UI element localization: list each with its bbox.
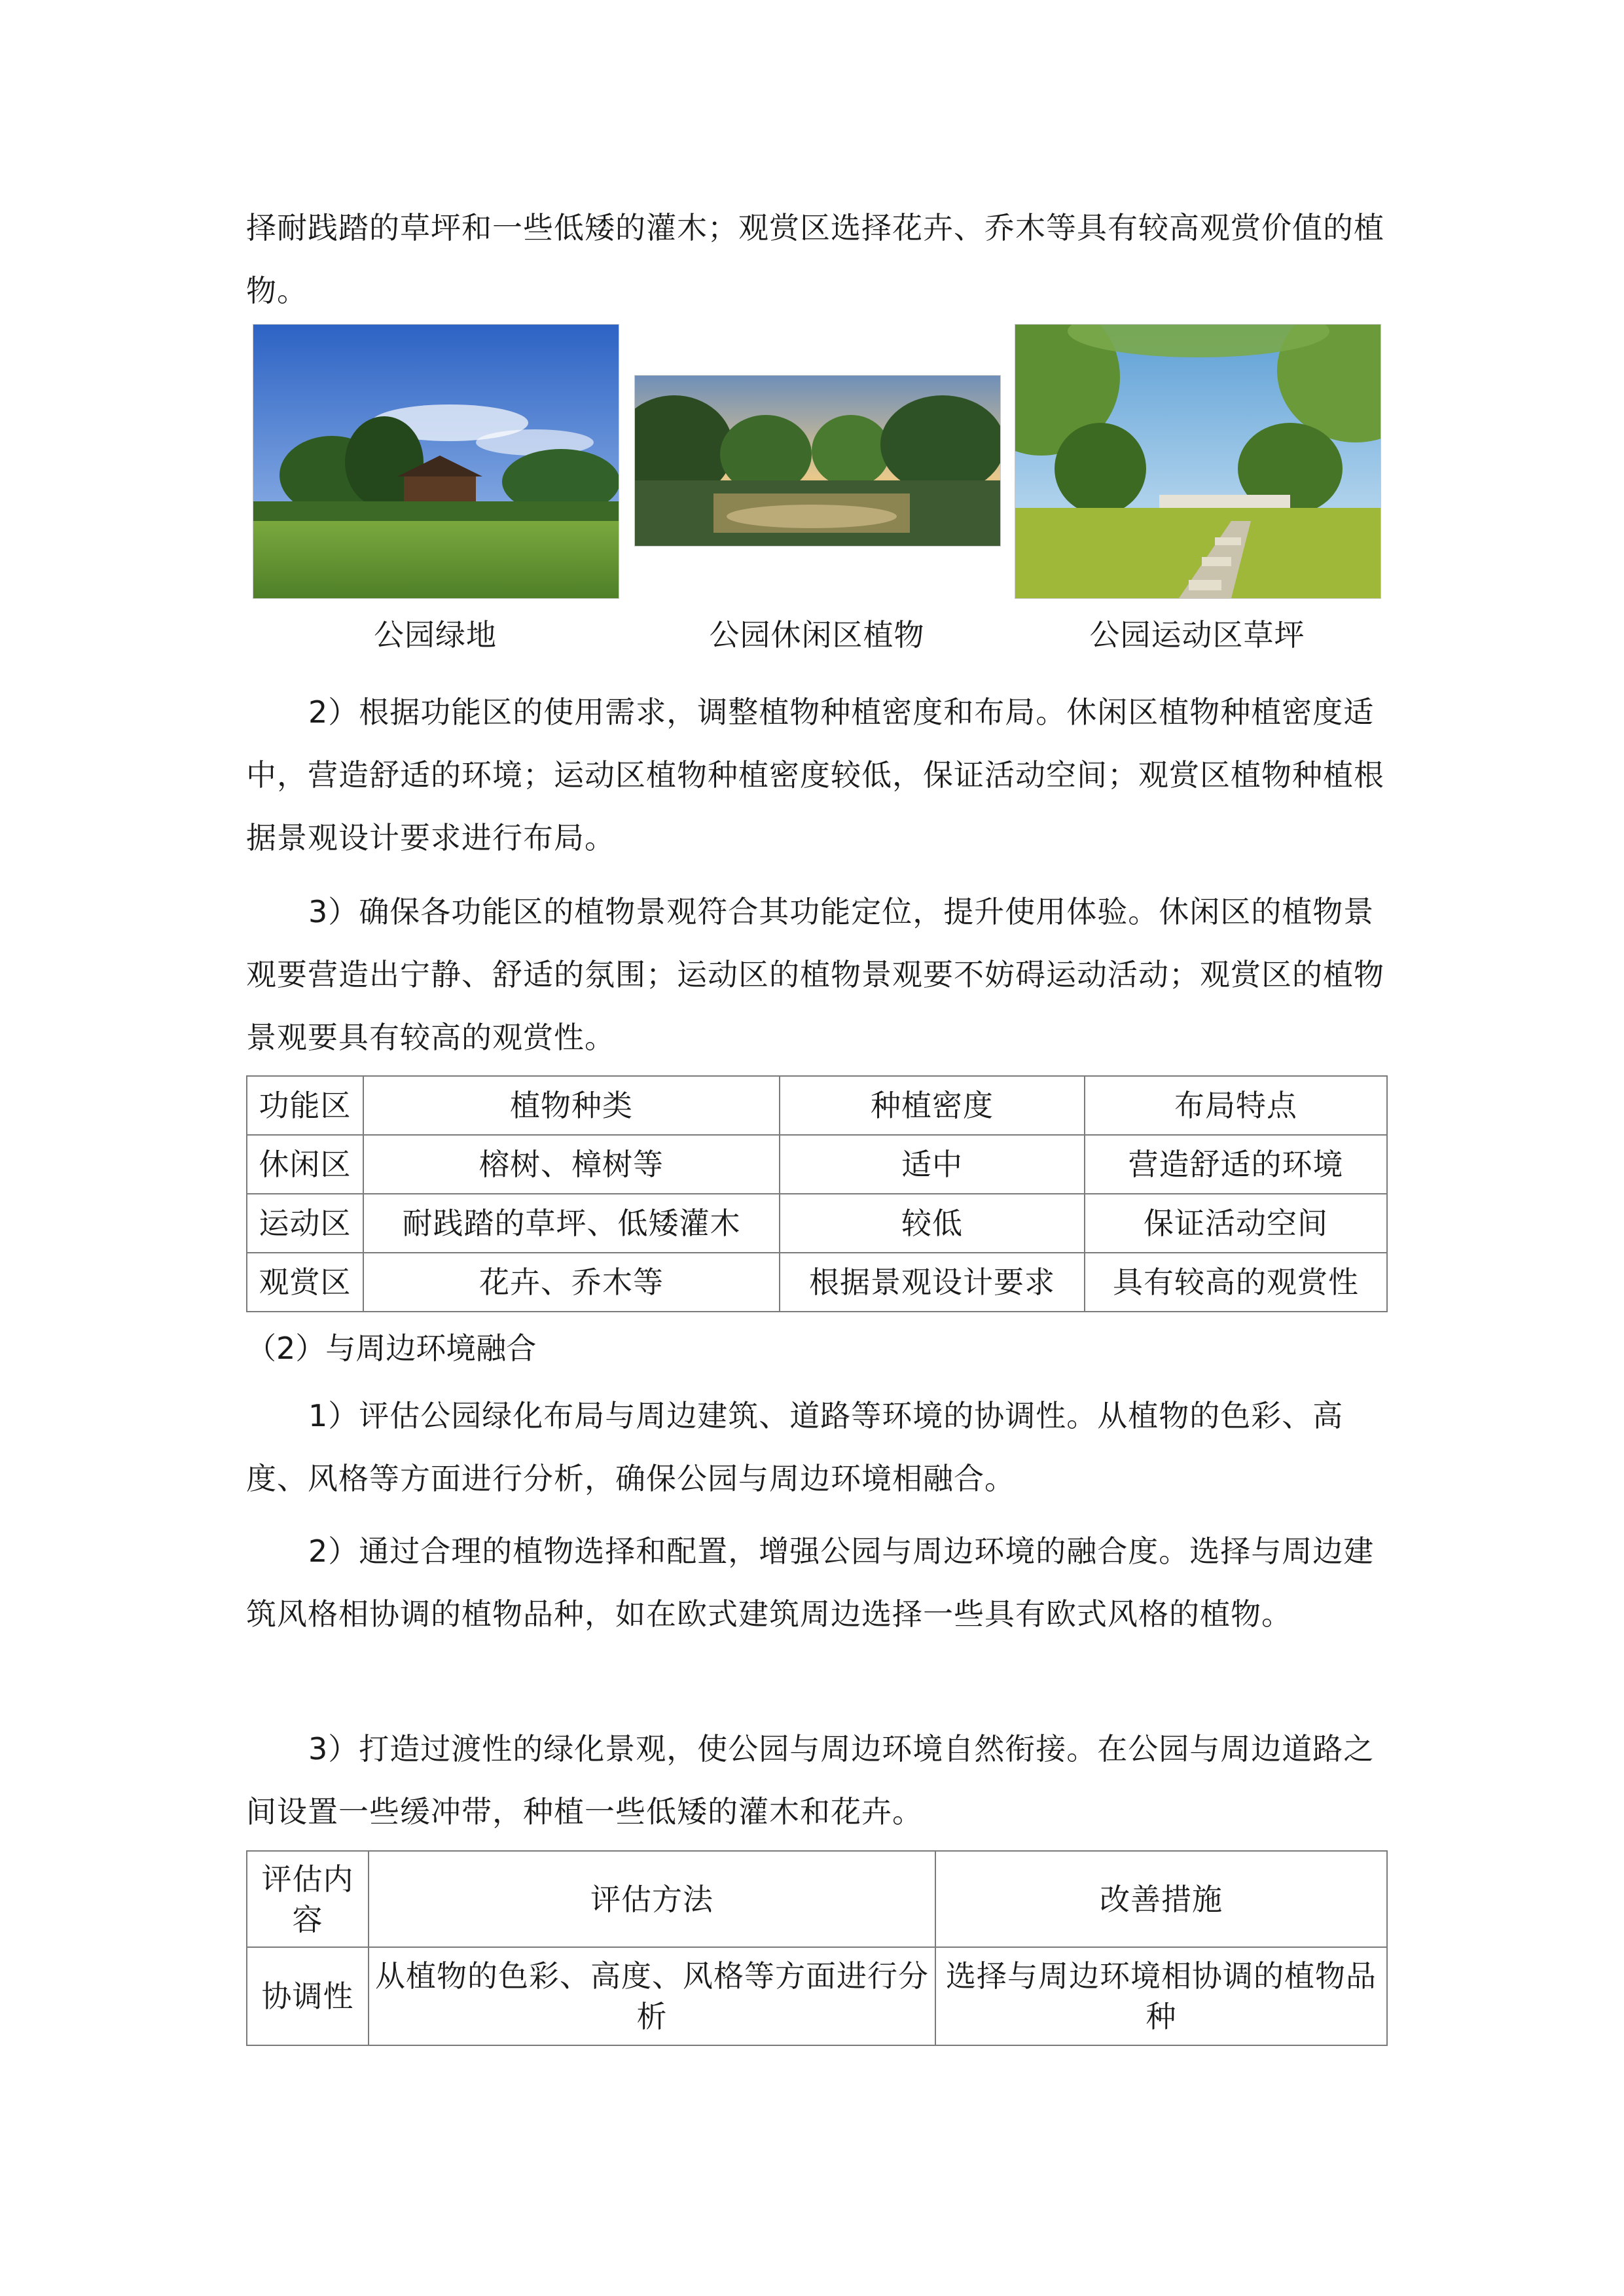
table-cell: 协调性: [247, 1947, 369, 2045]
park-sports-lawn-image: [1015, 325, 1380, 598]
table-row: [247, 1135, 1387, 1194]
table-row: [247, 1253, 1387, 1312]
figure-caption-3: 公园运动区草坪: [1089, 617, 1305, 653]
table-cell: 根据景观设计要求: [780, 1253, 1085, 1312]
table-header-row: [247, 1076, 1387, 1135]
table-cell: 花卉、乔木等: [363, 1253, 780, 1312]
table-cell: 耐践踏的草坪、低矮灌木: [363, 1194, 780, 1253]
table-header-cell: 改善措施: [935, 1851, 1387, 1947]
paragraph-evaluate-coordination: 1）评估公园绿化布局与周边建筑、道路等环境的协调性。从植物的色彩、高度、风格等方面进行分析，确保公园与周边环境相融合。: [246, 1398, 1344, 1496]
table-header-cell: 功能区: [247, 1076, 363, 1135]
intro-paragraph: 择耐践踏的草坪和一些低矮的灌木；观赏区选择花卉、乔木等具有较高观赏价值的植物。: [246, 210, 1384, 308]
park-greenland-image: [253, 325, 619, 598]
table-cell: 营造舒适的环境: [1085, 1135, 1387, 1194]
paragraph-plant-selection: 2）通过合理的植物选择和配置，增强公园与周边环境的融合度。选择与周边建筑风格相协调的植物品种，如在欧式建筑周边选择一些具有欧式风格的植物。: [246, 1534, 1375, 1632]
table-header-row: [247, 1851, 1387, 1947]
paragraph-adjust-density: 2）根据功能区的使用需求，调整植物种植密度和布局。休闲区植物种植密度适中，营造舒适的环境；运动区植物种植密度较低，保证活动空间；观赏区植物种植根据景观设计要求进行布局。: [246, 694, 1384, 855]
table-header-cell: 评估内容: [247, 1851, 369, 1947]
paragraph-function-positioning: 3）确保各功能区的植物景观符合其功能定位，提升使用体验。休闲区的植物景观要营造出宁静、舒适的氛围；运动区的植物景观要不妨碍运动活动；观赏区的植物景观要具有较高的观赏性。: [246, 894, 1384, 1055]
figure-caption-2: 公园休闲区植物: [709, 617, 925, 653]
table-cell: 保证活动空间: [1085, 1194, 1387, 1253]
park-leisure-image: [635, 376, 1000, 546]
function-zone-table: [246, 1075, 1388, 1312]
park-sports-lawn-photo: [1015, 324, 1381, 599]
section-heading: （2）与周边环境融合: [246, 1331, 537, 1366]
table-header-cell: 植物种类: [363, 1076, 780, 1135]
figure-caption-1: 公园绿地: [374, 617, 497, 653]
paragraph-transition-landscape: 3）打造过渡性的绿化景观，使公园与周边环境自然衔接。在公园与周边道路之间设置一些缓冲带，种植一些低矮的灌木和花卉。: [246, 1731, 1375, 1829]
table-row: [247, 1194, 1387, 1253]
table-cell: 具有较高的观赏性: [1085, 1253, 1387, 1312]
assessment-table: [246, 1850, 1388, 2046]
table-header-cell: 布局特点: [1085, 1076, 1387, 1135]
table-cell: 运动区: [247, 1194, 363, 1253]
table-cell: 较低: [780, 1194, 1085, 1253]
table-row: [247, 1947, 1387, 2045]
table-header-cell: 种植密度: [780, 1076, 1085, 1135]
park-greenland-photo: [253, 324, 619, 599]
table-cell: 适中: [780, 1135, 1085, 1194]
table-cell: 休闲区: [247, 1135, 363, 1194]
table-cell: 榕树、樟树等: [363, 1135, 780, 1194]
table-cell: 观赏区: [247, 1253, 363, 1312]
park-leisure-photo: [634, 375, 1001, 547]
table-cell: 从植物的色彩、高度、风格等方面进行分析: [369, 1947, 935, 2045]
table-cell: 选择与周边环境相协调的植物品种: [935, 1947, 1387, 2045]
table-header-cell: 评估方法: [369, 1851, 935, 1947]
